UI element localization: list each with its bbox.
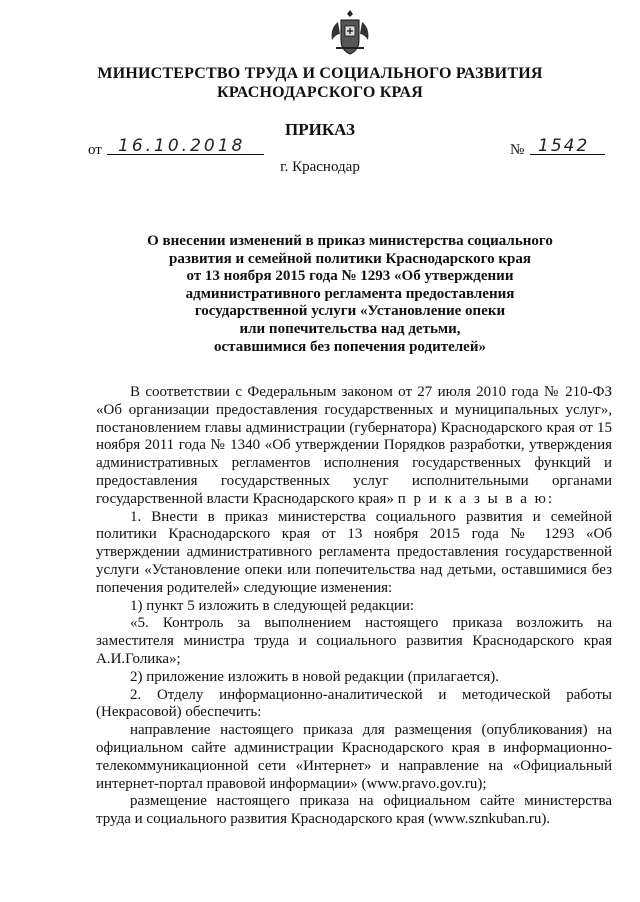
title-line: развития и семейной политики Краснодарского края <box>169 250 531 267</box>
number-prefix: № <box>510 142 525 158</box>
coat-of-arms-icon <box>328 8 372 58</box>
city: г. Краснодар <box>280 159 360 175</box>
document-type: ПРИКАЗ <box>285 120 355 139</box>
preamble-text: В соответствии с Федеральным законом от 27 июля 2010 года № 210-ФЗ «Об организации предоставления государственных и муниципальных услуг», постановлением главы администрации (губернатора) Краснодарского края от 15 ноября 2011 года № 1340 «Об утверждении Порядков разработки, утверждения административных регламентов исполнения государственных функций и предоставления государственных услуг исполнительными органами государственной власти Краснодарского края» <box>96 384 612 507</box>
paragraph-website: размещение настоящего приказа на официальном сайте министерства труда и социального развития Краснодарского края (www.sznkuban.ru). <box>96 793 612 828</box>
paragraph-publication: направление настоящего приказа для размещения (опубликования) на официальном сайте администрации Краснодарского края в информационно-телекоммуникационной сети «Интернет» и направление на «Официальный интернет-портал правовой информации» (www.pravo.gov.ru); <box>96 722 612 792</box>
paragraph-preamble <box>96 384 612 509</box>
date-prefix: от <box>88 142 102 158</box>
ministry-name-line1: МИНИСТЕРСТВО ТРУДА И СОЦИАЛЬНОГО РАЗВИТИЯ <box>97 65 543 82</box>
paragraph-item-1: 1. Внести в приказ министерства социального развития и семейной политики Краснодарского края от 13 ноября 2015 года № 1293 «Об утверждении административного регламента предоставления государственной услуги «Установление опеки или попечительства над детьми, оставшимися без попечения родителей» следующие изменения: <box>96 508 612 596</box>
title-line: оставшимися без попечения родителей» <box>214 338 486 355</box>
paragraph-quote-5: «5. Контроль за выполнением настоящего приказа возложить на заместителя министра труда и социального развития Краснодарского края А.И.Голика»; <box>96 615 612 667</box>
title-line: О внесении изменений в приказ министерства социального <box>147 233 553 249</box>
title-line: от 13 ноября 2015 года № 1293 «Об утверждении <box>186 268 514 285</box>
order-title <box>120 233 580 356</box>
paragraph-subitem-2: 2) приложение изложить в новой редакции (прилагается). <box>130 668 499 685</box>
paragraph-item-2: 2. Отделу информационно-аналитической и методической работы (Некрасовой) обеспечить: <box>96 686 612 721</box>
title-line: государственной услуги «Установление опеки <box>194 303 506 320</box>
order-verb: п р и к а з ы в а ю: <box>397 490 555 507</box>
number-value: 1542 <box>538 136 590 156</box>
paragraph-subitem-1: 1) пункт 5 изложить в следующей редакции: <box>130 597 415 614</box>
date-value: 16.10.2018 <box>118 136 246 156</box>
title-line: административного регламента предоставления <box>185 285 515 302</box>
ministry-name-line2: КРАСНОДАРСКОГО КРАЯ <box>217 84 423 101</box>
title-line: или попечительства над детьми, <box>239 320 461 337</box>
order-body <box>96 384 612 829</box>
